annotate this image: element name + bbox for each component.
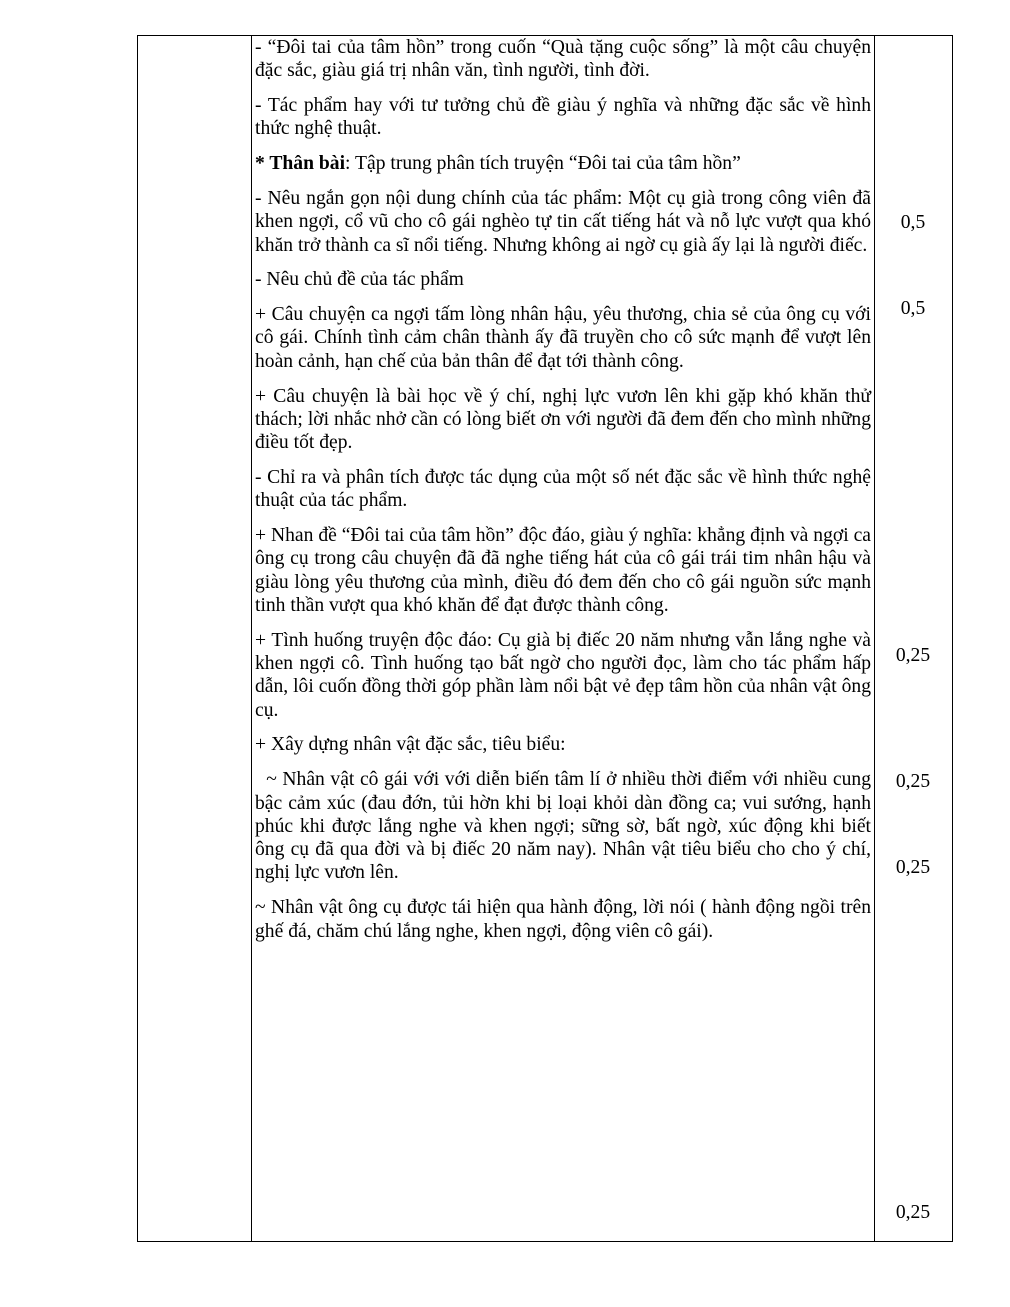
body-heading-text: : Tập trung phân tích truyện “Đôi tai của tâm hồn” — [345, 153, 741, 175]
column-divider-right — [874, 36, 875, 1241]
body-heading-label: * Thân bài — [255, 153, 346, 175]
paragraph-intro-work: - Tác phẩm hay với tư tưởng chủ đề giàu ý nghĩa và những đặc sắc về hình thức nghệ thuật. — [255, 95, 871, 140]
answer-content-cell — [255, 36, 876, 954]
score-6: 0,25 — [895, 1202, 931, 1223]
paragraph-character-old-man: ~ Nhân vật ông cụ được tái hiện qua hành động, lời nói ( hành động ngồi trên ghế đá, chăm chú lắng nghe, khen ngợi, động viên cô gái). — [255, 897, 871, 942]
paragraph-art-heading: - Chỉ ra và phân tích được tác dụng của một số nét đặc sắc về hình thức nghệ thuật của tác phẩm. — [255, 466, 871, 512]
paragraph-intro-story: - “Đôi tai của tâm hồn” trong cuốn “Quà tặng cuộc sống” là một câu chuyện đặc sắc, giàu giá trị nhân văn, tình người, tình đời. — [255, 37, 871, 82]
paragraph-art-title: + Nhan đề “Đôi tai của tâm hồn” độc đáo, giàu ý nghĩa: khẳng định và ngợi ca ông cụ trong câu chuyện đã đã nghe tiếng hát của cô gái trái tim nhân hậu và giàu lòng yêu thương của mình, điều đó đem đến cho cô gái nguồn sức mạnh tinh thần vượt qua khó khăn để đạt được thành công. — [255, 525, 871, 616]
paragraph-summary: - Nêu ngắn gọn nội dung chính của tác phẩm: Một cụ già trong công viên đã khen ngợi, cổ vũ cho cô gái nghèo tự tin cất tiếng hát và nỗ lực vượt qua khó khăn trở thành ca sĩ nổi tiếng. Nhưng không ai ngờ cụ già ấy lại là người điếc. — [255, 187, 871, 256]
score-2: 0,5 — [900, 298, 926, 319]
score-1: 0,5 — [900, 212, 926, 233]
paragraph-body-heading — [255, 152, 871, 175]
paragraph-theme-compassion: + Câu chuyện ca ngợi tấm lòng nhân hậu, yêu thương, chia sẻ của ông cụ với cô gái. Chính tình cảm chân thành ấy đã truyền cho cô sức mạnh để vượt lên hoàn cảnh, hạn chế của bản thân để đạt tới thành công. — [255, 304, 871, 372]
score-4: 0,25 — [895, 771, 931, 792]
score-5: 0,25 — [895, 857, 931, 878]
paragraph-theme-lesson: + Câu chuyện là bài học về ý chí, nghị lực vươn lên khi gặp khó khăn thử thách; lời nhắc nhở cần có lòng biết ơn với người đã đem đến cho mình những điều tốt đẹp. — [255, 385, 871, 454]
column-divider-left — [251, 36, 252, 1241]
paragraph-theme-heading: - Nêu chủ đề của tác phẩm — [255, 269, 464, 291]
paragraph-character-girl: ~ Nhân vật cô gái với với diễn biến tâm lí ở nhiều thời điểm với nhiều cung bậc cảm xúc (đau đớn, tủi hờn khi bị loại khỏi dàn đồng ca; vui sướng, hạnh phúc khi được lắng nghe và khen ngợi; sững sờ, bất ngờ, xúc động khi biết ông cụ đã qua đời và bị điếc 20 năm nay). Nhân vật tiêu biểu cho cho ý chí, nghị lực vươn lên. — [255, 769, 876, 884]
score-3: 0,25 — [895, 645, 931, 666]
paragraph-art-characters: + Xây dựng nhân vật đặc sắc, tiêu biểu: — [255, 734, 566, 756]
paragraph-art-situation: + Tình huống truyện độc đáo: Cụ già bị điếc 20 năm nhưng vẫn lắng nghe và khen ngợi cô. Tình huống tạo bất ngờ cho người đọc, làm cho tác phẩm hấp dẫn, lôi cuốn đồng thời góp phần làm nổi bật vẻ đẹp tâm hồn của nhân vật ông cụ. — [255, 629, 871, 721]
